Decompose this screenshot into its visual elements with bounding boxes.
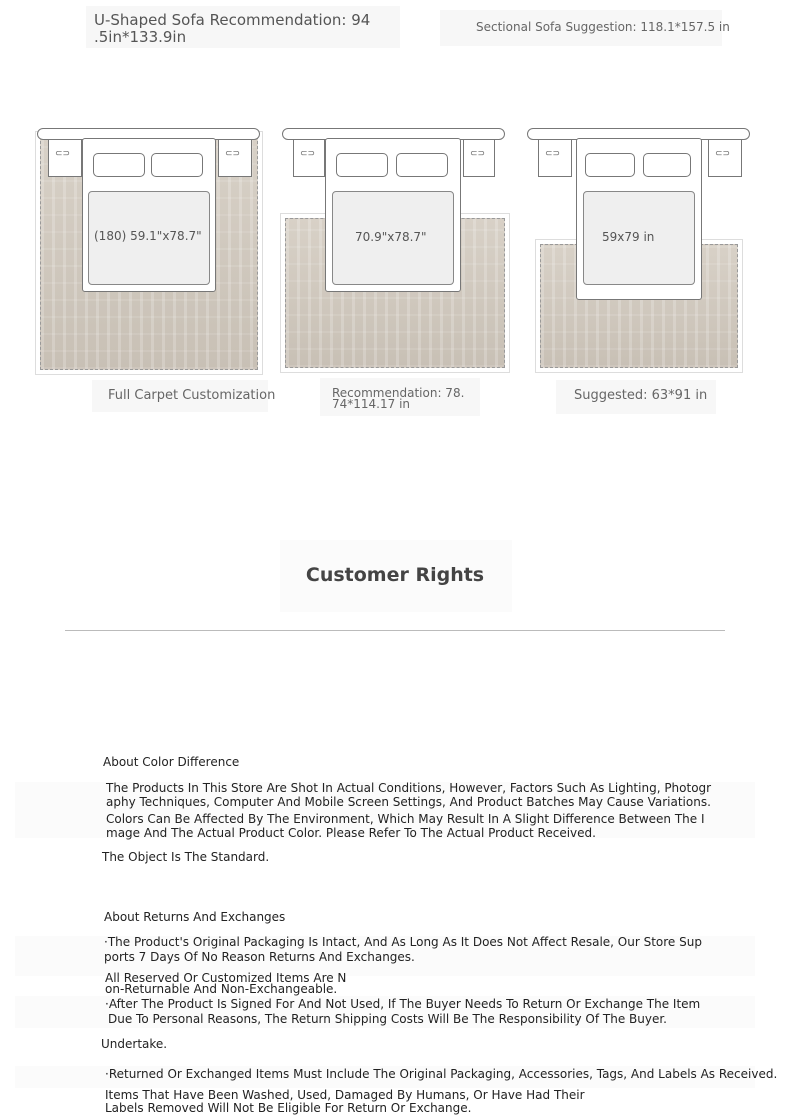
nightstand-left — [48, 139, 82, 177]
color-paragraph-2-line-2: mage And The Actual Product Color. Please Refer To The Actual Product Received. — [106, 826, 596, 840]
caption-recommendation-line-1: Recommendation: 78. — [332, 386, 465, 400]
rug-size-label: (180) 59.1"x78.7" — [94, 229, 202, 243]
bedroom-layout-recommendation — [281, 124, 507, 380]
nightstand-left — [538, 139, 572, 177]
divider — [65, 630, 725, 631]
returns-paragraph-2-line-1: All Reserved Or Customized Items Are N — [105, 971, 347, 985]
bedroom-layout-suggested — [526, 124, 752, 380]
returns-paragraph-5: ·Returned Or Exchanged Items Must Include The Original Packaging, Accessories, Tags, And Labels As Received. — [105, 1067, 778, 1081]
returns-paragraph-6-line-1: Items That Have Been Washed, Used, Damaged By Humans, Or Have Had Their — [105, 1088, 585, 1102]
pillow — [93, 153, 145, 177]
nightstand-left — [293, 139, 325, 177]
bed — [576, 138, 702, 300]
color-paragraph-3: The Object Is The Standard. — [102, 850, 270, 864]
caption-recommendation-line-2: 74*114.17 in — [332, 397, 411, 411]
u-shaped-line-2: .5in*133.9in — [94, 28, 187, 46]
color-paragraph-1-line-1: The Products In This Store Are Shot In Actual Conditions, However, Factors Such As Lighting, Photogr — [106, 781, 712, 795]
rug-size-label: 70.9"x78.7" — [355, 230, 427, 244]
returns-paragraph-3-line-1: ·After The Product Is Signed For And Not Used, If The Buyer Needs To Return Or Exchange The Item — [105, 997, 701, 1011]
returns-paragraph-4: Undertake. — [101, 1037, 168, 1051]
caption-full-carpet: Full Carpet Customization — [108, 388, 276, 403]
caption-recommendation — [332, 388, 464, 410]
bed — [325, 138, 461, 292]
returns-paragraph-1-line-1: ·The Product's Original Packaging Is Intact, And As Long As It Does Not Affect Resale, Our Store Sup — [104, 935, 702, 949]
bedroom-layout-full-carpet — [36, 124, 262, 380]
nightstand-right — [463, 139, 495, 177]
nightstand-right — [218, 139, 252, 177]
bed — [82, 138, 216, 292]
pillow — [336, 153, 388, 177]
caption-suggested: Suggested: 63*91 in — [574, 388, 708, 403]
returns-heading: About Returns And Exchanges — [104, 910, 286, 924]
color-difference-heading: About Color Difference — [103, 755, 240, 769]
pillow — [643, 153, 691, 177]
color-paragraph-1-line-2: aphy Techniques, Computer And Mobile Screen Settings, And Product Batches May Cause Variations. — [106, 795, 711, 809]
u-shaped-line-1: U-Shaped Sofa Recommendation: 94 — [94, 11, 371, 29]
sectional-sofa-suggestion: Sectional Sofa Suggestion: 118.1*157.5 in — [476, 20, 730, 34]
pillow — [585, 153, 635, 177]
returns-paragraph-3-line-2: Due To Personal Reasons, The Return Shipping Costs Will Be The Responsibility Of The Buyer. — [108, 1012, 667, 1026]
nightstand-right — [708, 139, 742, 177]
color-paragraph-2-line-1: Colors Can Be Affected By The Environment, Which May Result In A Slight Difference Between The I — [106, 812, 705, 826]
pillow — [151, 153, 203, 177]
returns-paragraph-6-line-2: Labels Removed Will Not Be Eligible For Return Or Exchange. — [105, 1101, 472, 1115]
section-title: Customer Rights — [305, 564, 485, 586]
u-shaped-sofa-recommendation — [94, 12, 394, 46]
rug-size-label: 59x79 in — [602, 230, 655, 244]
pillow — [396, 153, 448, 177]
returns-paragraph-1-line-2: ports 7 Days Of No Reason Returns And Exchanges. — [104, 950, 415, 964]
returns-paragraph-2-line-2: on-Returnable And Non-Exchangeable. — [105, 982, 338, 996]
